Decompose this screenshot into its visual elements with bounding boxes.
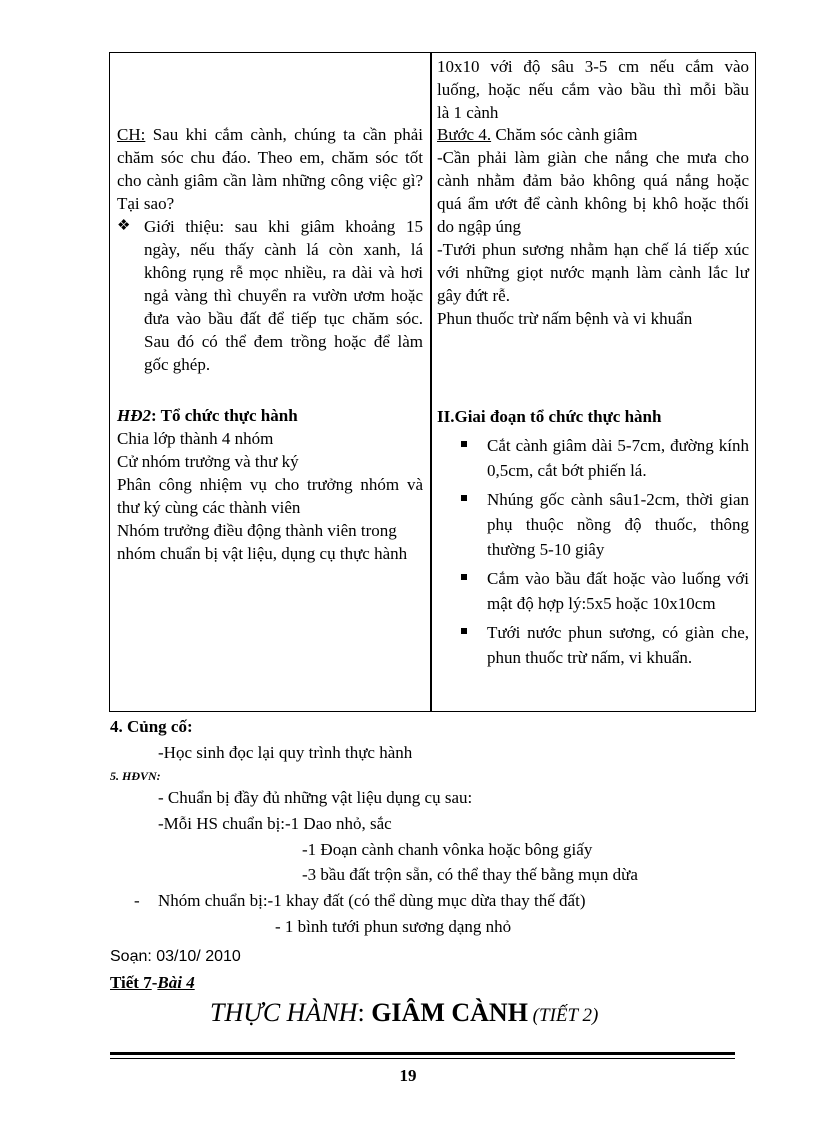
footer-rule-thin [110, 1058, 735, 1059]
homework-line: -Mỗi HS chuẩn bị:-1 Dao nhỏ, sắc [158, 814, 392, 833]
bullet-text: Nhúng gốc cành sâu1-2cm, thời gian phụ thuộc nồng độ thuốc, thông thường 5-10 giây [487, 490, 749, 559]
table-column-divider [430, 52, 432, 712]
right-continuation [437, 55, 749, 124]
left-cell-row1 [117, 123, 423, 376]
bullet-text: Cắm vào bầu đất hoặc vào luống với mật độ hợp lý:5x5 hoặc 10x10cm [487, 569, 749, 613]
title-part-1: THỰC HÀNH [210, 998, 358, 1027]
continuation-line: luống, hoặc nếu cắm vào bầu thì mỗi bầu [437, 80, 749, 99]
lesson-title [210, 998, 598, 1028]
activity-line: Nhóm trưởng điều động thành viên trong nhóm chuẩn bị vật liệu, dụng cụ thực hành [117, 521, 408, 563]
homework-line: -1 Đoạn cành chanh vônka hoặc bông giấy [302, 840, 593, 859]
continuation-line: là 1 cành [437, 103, 499, 122]
activity-line: Chia lớp thành 4 nhóm [117, 429, 274, 448]
care-item: Phun thuốc trừ nấm bệnh và vi khuẩn [437, 309, 693, 328]
intro-item [117, 215, 423, 376]
period-line [110, 970, 195, 995]
step-4-heading [437, 123, 749, 146]
activity-label: HĐ2 [117, 406, 151, 425]
homework-line: - 1 bình tưới phun sương dạng nhỏ [275, 917, 512, 936]
prepared-date: Soạn: 03/10/ 2010 [110, 948, 241, 965]
ch-label: CH: [117, 125, 146, 144]
title-part-3: (TIẾT 2) [527, 1005, 599, 1026]
title-colon: : [357, 998, 365, 1027]
homework-line: Nhóm chuẩn bị:-1 khay đất (có thể dùng mục dừa thay thế đất) [158, 891, 586, 910]
title-part-2: GIÂM CÀNH [364, 998, 528, 1027]
step-label: Bước 4. [437, 125, 492, 144]
care-item: -Tưới phun sương nhằm hạn chế lá tiếp xúc với những giọt nước mạnh làm cành lắc lư gây đứt rễ. [437, 240, 749, 305]
square-bullet-icon [461, 495, 467, 501]
practice-bullet [437, 433, 749, 483]
practice-bullet [437, 566, 749, 616]
right-cell-row1 [437, 123, 749, 330]
left-cell-row2 [117, 404, 423, 565]
right-cell-row2 [437, 404, 749, 670]
homework-line: - Chuẩn bị đầy đủ những vật liệu dụng cụ sau: [158, 788, 473, 807]
teacher-question [117, 123, 423, 215]
practice-bullet [437, 487, 749, 562]
square-bullet-icon [461, 441, 467, 447]
period-label: Tiết 7 [110, 973, 152, 992]
step-title: Chăm sóc cành giâm [495, 125, 638, 144]
care-item: -Cần phải làm giàn che nắng che mưa cho cành nhằm đảm bảo không quá nắng hoặc quá ẩm ướt để cành không bị khô hoặc thối do ngập úng [437, 148, 749, 236]
period-separator: - [151, 973, 158, 992]
activity-line: Phân công nhiệm vụ cho trưởng nhóm và thư ký cùng các thành viên [117, 475, 423, 517]
bullet-text: Cắt cành giâm dài 5-7cm, đường kính 0,5cm, cắt bớt phiến lá. [487, 436, 749, 480]
activity-line: Cử nhóm trưởng và thư ký [117, 452, 299, 471]
diamond-bullet-icon: ❖ [117, 218, 131, 234]
lesson-name: Bài 4 [157, 973, 195, 992]
homework-dash: - [134, 891, 140, 910]
square-bullet-icon [461, 574, 467, 580]
practice-bullet [437, 620, 749, 670]
activity-2-heading [117, 404, 423, 427]
intro-text: Giới thiệu: sau khi giâm khoảng 15 ngày, nếu thấy cành lá còn xanh, lá không rụng rễ mọc nhiều, ra dài và hơi ngả vàng thì chuyển ra vườn ươm hoặc đưa vào bầu đất để tiếp tục chăm sóc. Sau đó có thể đem trồng hoặc để làm gốc ghép. [144, 217, 423, 374]
page-number: 19 [399, 1066, 417, 1085]
phase-heading: II.Giai đoạn tổ chức thực hành [437, 407, 662, 426]
question-text: Sau khi cắm cành, chúng ta cần phải chăm sóc chu đáo. Theo em, chăm sóc tốt cho cành giâm cần làm những công việc gì? Tại sao? [117, 125, 423, 213]
continuation-line: 10x10 với độ sâu 3-5 cm nếu cắm vào [437, 57, 749, 76]
homework-heading: 5. HĐVN: [110, 769, 161, 783]
bullet-text: Tưới nước phun sương, có giàn che, phun thuốc trừ nấm, vi khuẩn. [487, 623, 749, 667]
footer-rule-thick [110, 1052, 735, 1055]
consolidation-line: -Học sinh đọc lại quy trình thực hành [158, 743, 413, 762]
homework-line: -3 bầu đất trộn sẵn, có thể thay thế bằng mụn dừa [302, 865, 638, 884]
activity-title: : Tổ chức thực hành [151, 406, 298, 425]
consolidation-heading: 4. Củng cố: [110, 717, 193, 736]
square-bullet-icon [461, 628, 467, 634]
